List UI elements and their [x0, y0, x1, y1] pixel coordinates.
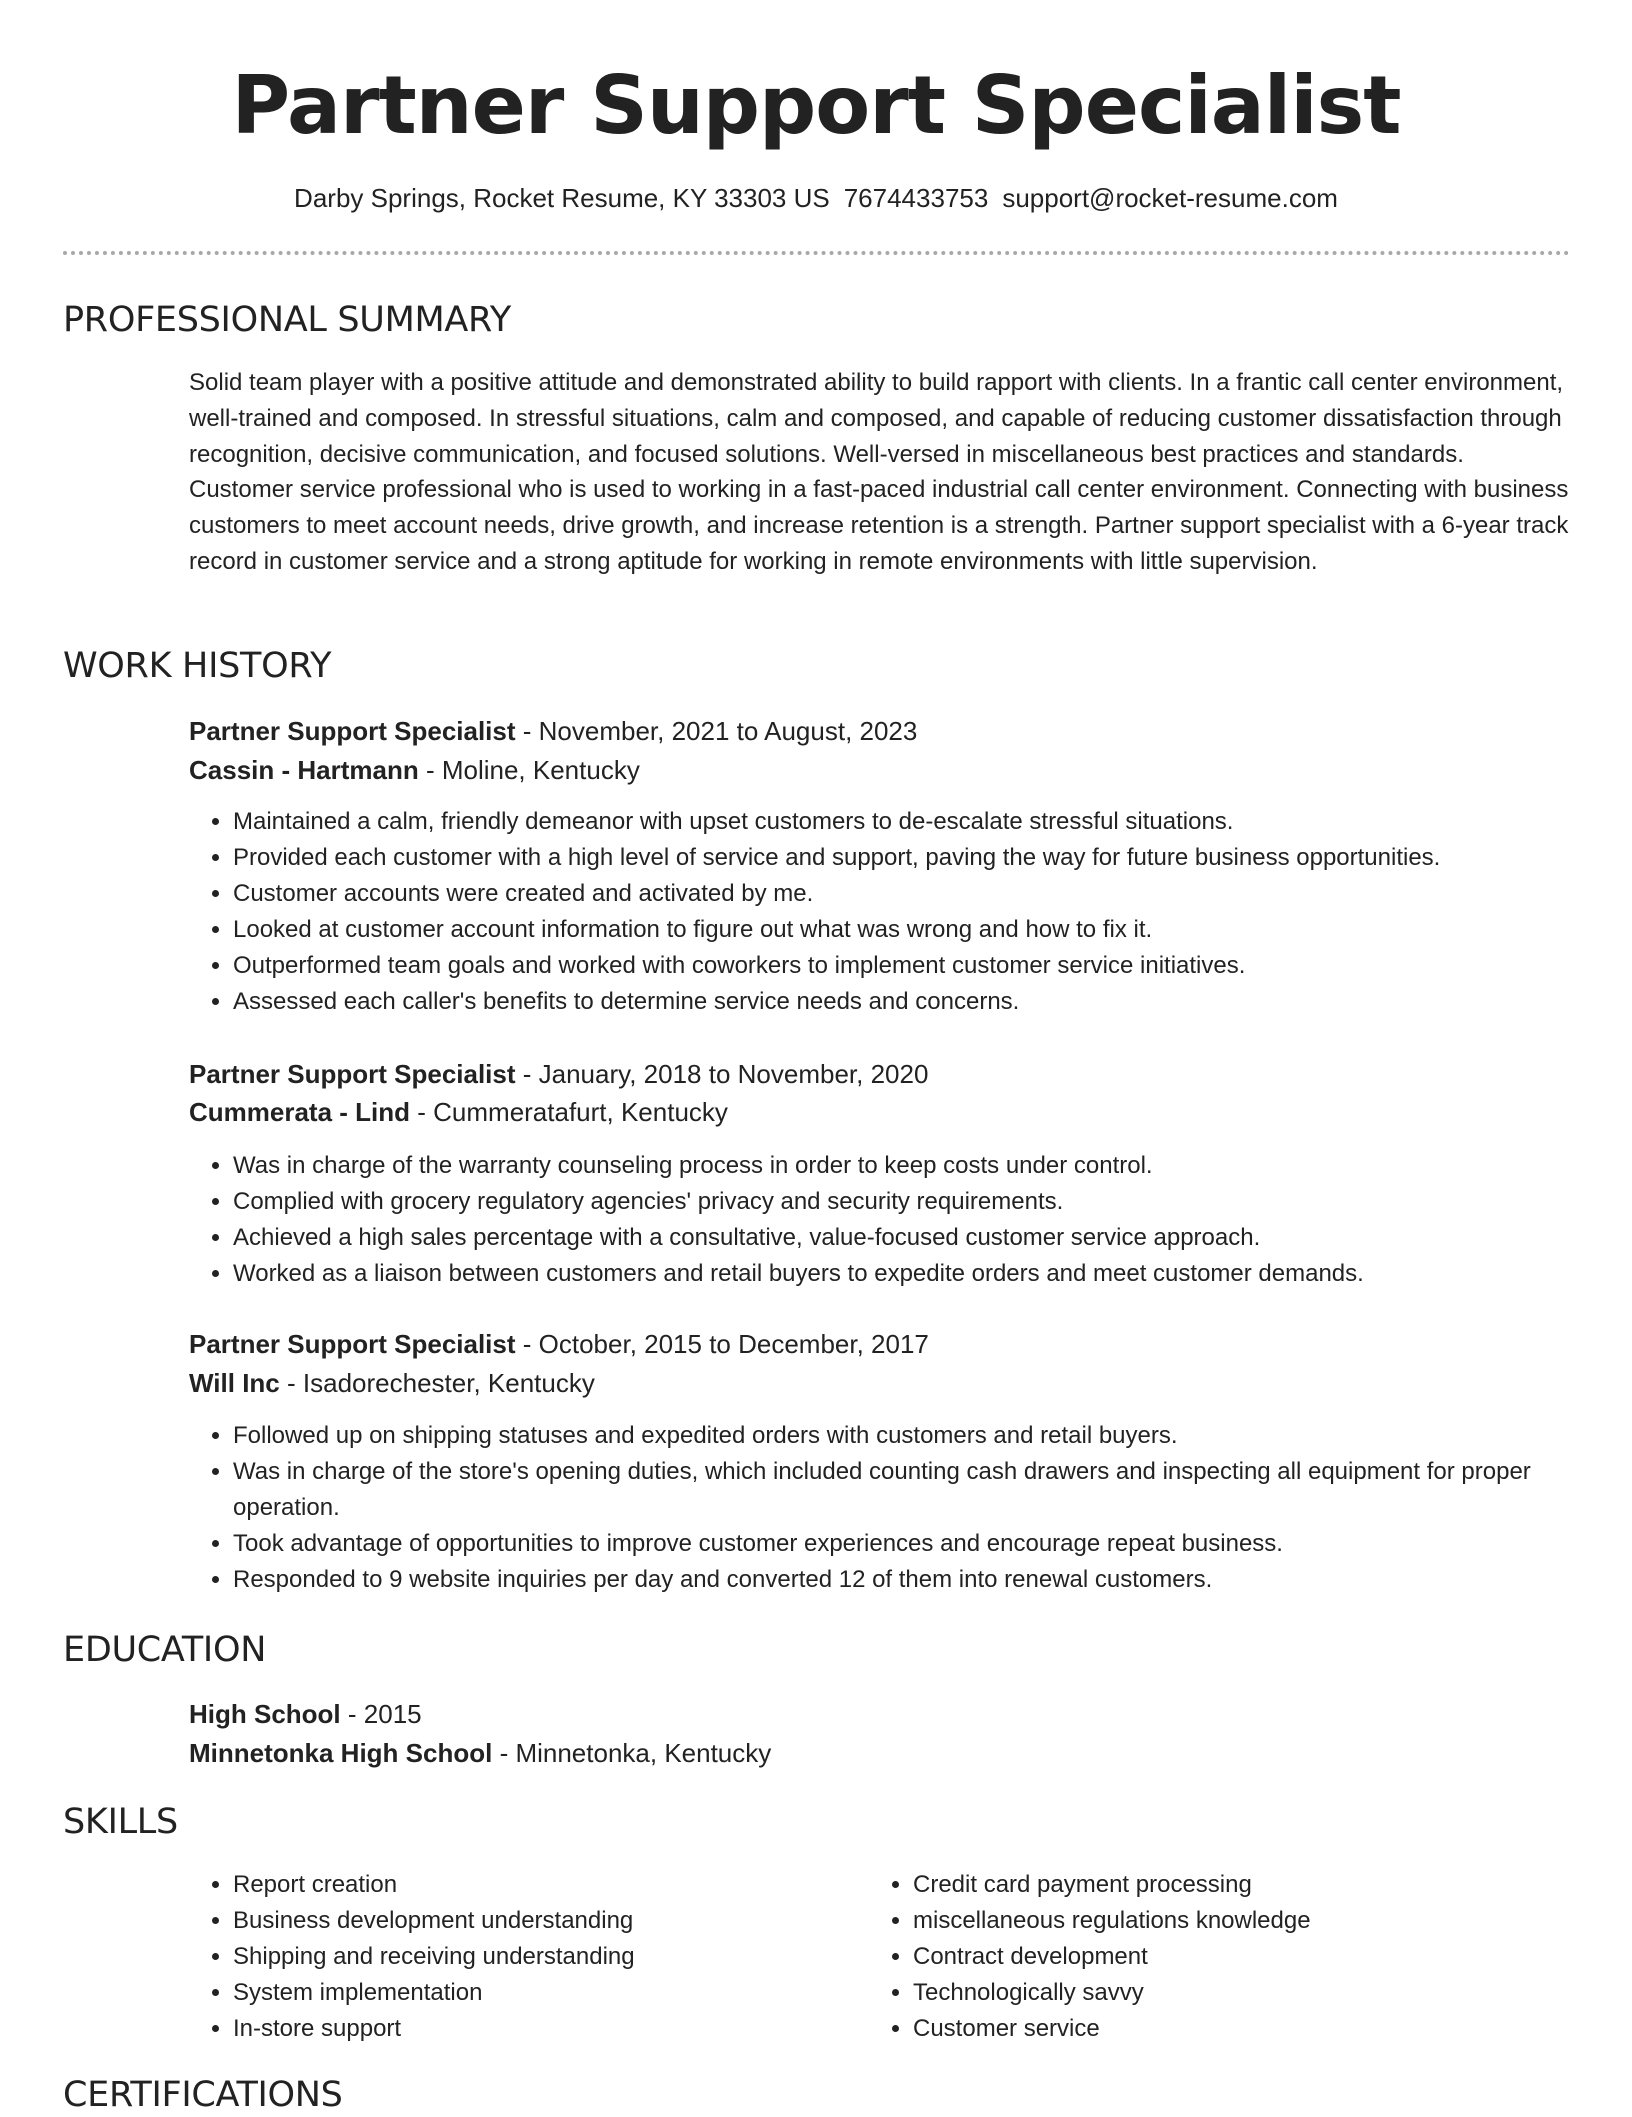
list-item: • Outperformed team goals and worked with coworkers to implement customer service initiatives.	[233, 948, 1593, 984]
list-item: • Contract development	[913, 1939, 1553, 1975]
job-3-company-line: Will Inc - Isadorechester, Kentucky	[189, 1368, 595, 1398]
education-degree-line: High School - 2015	[189, 1699, 422, 1729]
job-1-role: Partner Support Specialist	[189, 716, 516, 746]
contact-address: Darby Springs, Rocket Resume, KY 33303 US	[294, 183, 830, 213]
skills-list-right	[869, 1867, 1553, 2047]
section-title-summary: PROFESSIONAL SUMMARY	[63, 300, 511, 340]
job-1-bullets	[189, 804, 1593, 1020]
job-3-location: Isadorechester, Kentucky	[302, 1368, 595, 1398]
list-item: • Achieved a high sales percentage with a consultative, value-focused customer service approach.	[233, 1220, 1593, 1256]
list-item: • Was in charge of the store's opening duties, which included counting cash drawers and inspecting all equipment for proper operation.	[233, 1454, 1593, 1526]
section-title-work-history: WORK HISTORY	[63, 646, 332, 686]
job-1-company: Cassin - Hartmann	[189, 755, 419, 785]
list-item: • miscellaneous regulations knowledge	[913, 1903, 1553, 1939]
list-item: • Followed up on shipping statuses and expedited orders with customers and retail buyers.	[233, 1418, 1593, 1454]
list-item: • Assessed each caller's benefits to determine service needs and concerns.	[233, 984, 1593, 1020]
list-item: • Credit card payment processing	[913, 1867, 1553, 1903]
education-school: Minnetonka High School	[189, 1738, 493, 1768]
job-2-location: Cummeratafurt, Kentucky	[433, 1097, 728, 1127]
job-2-dates: January, 2018 to November, 2020	[538, 1059, 929, 1089]
job-2-title-line: Partner Support Specialist - January, 2018 to November, 2020	[189, 1059, 929, 1089]
section-title-certifications: CERTIFICATIONS	[63, 2075, 343, 2115]
skills-list-left	[189, 1867, 873, 2047]
job-1-dates: November, 2021 to August, 2023	[538, 716, 918, 746]
job-3-title-line: Partner Support Specialist - October, 2015 to December, 2017	[189, 1329, 929, 1359]
job-3-dates: October, 2015 to December, 2017	[538, 1329, 929, 1359]
education-school-line: Minnetonka High School - Minnetonka, Kentucky	[189, 1738, 772, 1768]
job-3-role: Partner Support Specialist	[189, 1329, 516, 1359]
list-item: • In-store support	[233, 2011, 873, 2047]
education-year: 2015	[363, 1699, 422, 1729]
list-item: • Responded to 9 website inquiries per day and converted 12 of them into renewal customers.	[233, 1562, 1593, 1598]
job-2-role: Partner Support Specialist	[189, 1059, 516, 1089]
header-divider	[63, 251, 1570, 255]
job-2-company: Cummerata - Lind	[189, 1097, 411, 1127]
job-1-company-line: Cassin - Hartmann - Moline, Kentucky	[189, 755, 640, 785]
list-item: • Took advantage of opportunities to improve customer experiences and encourage repeat business.	[233, 1526, 1593, 1562]
section-title-education: EDUCATION	[63, 1630, 267, 1670]
list-item: • Customer accounts were created and activated by me.	[233, 876, 1593, 912]
list-item: • Provided each customer with a high level of service and support, paving the way for future business opportunities.	[233, 840, 1593, 876]
contact-line	[0, 180, 1632, 216]
job-2-company-line: Cummerata - Lind - Cummeratafurt, Kentucky	[189, 1097, 728, 1127]
contact-phone: 7674433753	[843, 183, 989, 213]
job-1-location: Moline, Kentucky	[441, 755, 640, 785]
list-item: • Was in charge of the warranty counseling process in order to keep costs under control.	[233, 1148, 1593, 1184]
list-item: • Worked as a liaison between customers and retail buyers to expedite orders and meet customer demands.	[233, 1256, 1593, 1292]
job-3-bullets	[189, 1418, 1593, 1598]
list-item: • System implementation	[233, 1975, 873, 2011]
summary-text: Solid team player with a positive attitude and demonstrated ability to build rapport with clients. In a frantic call center environment, well-trained and composed. In stressful situations, calm and composed, and capable of reducing customer dissatisfaction through recognition, decisive communication, and focused solutions. Well-versed in miscellaneous best practices and standards. Customer service professional who is used to working in a fast-paced industrial call center environment. Connecting with business customers to meet account needs, drive growth, and increase retention is a strength. Partner support specialist with a 6-year track record in customer service and a strong aptitude for working in remote environments with little supervision.	[189, 369, 1569, 575]
job-2-bullets	[189, 1148, 1593, 1292]
list-item: • Maintained a calm, friendly demeanor with upset customers to de-escalate stressful situations.	[233, 804, 1593, 840]
list-item: • Business development understanding	[233, 1903, 873, 1939]
education-degree: High School	[189, 1699, 341, 1729]
list-item: • Looked at customer account information to figure out what was wrong and how to fix it.	[233, 912, 1593, 948]
candidate-name: Partner Support Specialist	[231, 59, 1401, 152]
contact-email[interactable]: support@rocket-resume.com	[1002, 183, 1338, 213]
list-item: • Complied with grocery regulatory agencies' privacy and security requirements.	[233, 1184, 1593, 1220]
list-item: • Shipping and receiving understanding	[233, 1939, 873, 1975]
list-item: • Customer service	[913, 2011, 1553, 2047]
section-title-skills: SKILLS	[63, 1802, 178, 1842]
list-item: • Report creation	[233, 1867, 873, 1903]
job-3-company: Will Inc	[189, 1368, 280, 1398]
job-1-title-line: Partner Support Specialist - November, 2021 to August, 2023	[189, 716, 918, 746]
list-item: • Technologically savvy	[913, 1975, 1553, 2011]
education-location: Minnetonka, Kentucky	[515, 1738, 772, 1768]
